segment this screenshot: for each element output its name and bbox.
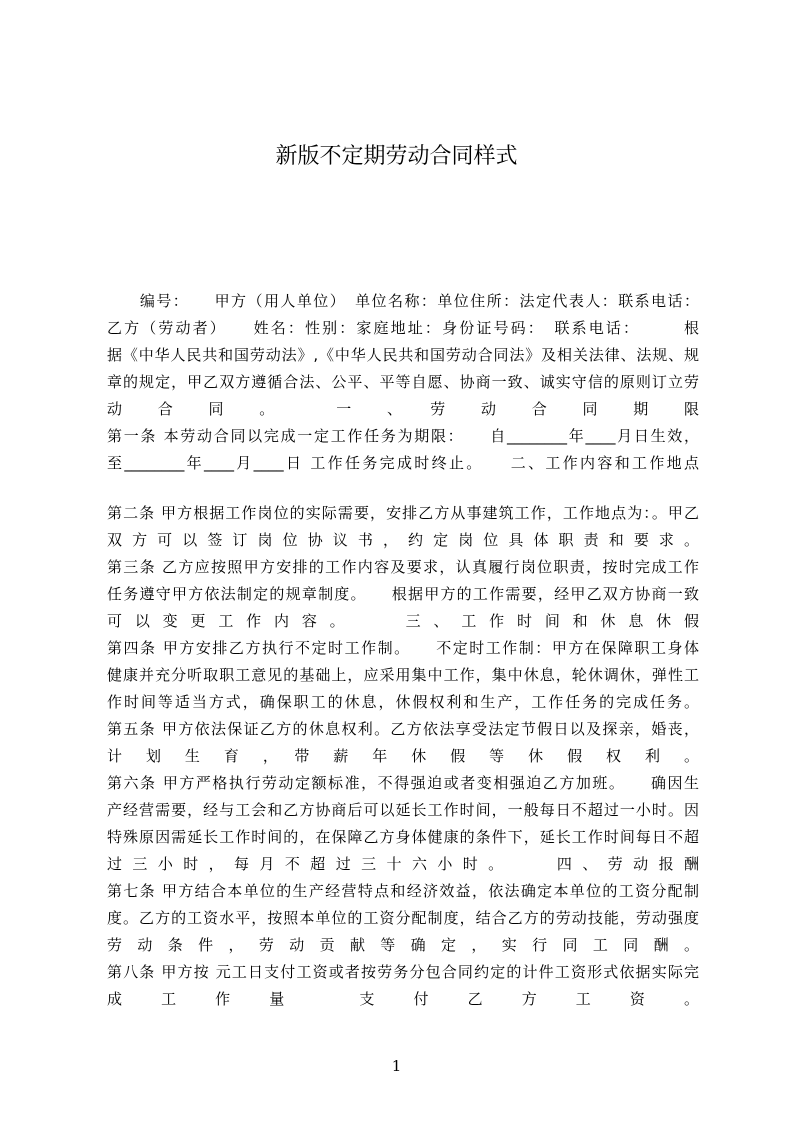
- body-line: 第五条 甲方依法保证乙方的休息权利。乙方依法享受法定节假日以及探亲，婚丧，: [107, 720, 699, 738]
- body-line: 第七条 甲方结合本单位的生产经营特点和经济效益，依法确定本单位的工资分配制: [107, 882, 699, 900]
- body-line: 第二条 甲方根据工作岗位的实际需要，安排乙方从事建筑工作，工作地点为：。甲乙: [107, 504, 699, 522]
- body-line: 成 工 作 量 支 付 乙 方 工 资 。: [107, 990, 699, 1008]
- body-line: 计 划 生 育 ， 带 薪 年 休 假 等 休 假 权 利 。: [107, 747, 699, 765]
- body-line: 可以变更工作内容。 三、工作时间和休息休假: [107, 612, 699, 630]
- body-line: 第三条 乙方应按照甲方安排的工作内容及要求，认真履行岗位职责，按时完成工作: [107, 558, 699, 576]
- body-line: 第一条 本劳动合同以完成一定工作任务为期限： 自________年____月日生效，: [107, 427, 699, 445]
- body-line: 编号： 甲方（用人单位） 单位名称：单位住所：法定代表人：联系电话：: [107, 292, 699, 310]
- body-line: 过三小时，每月不超过三十六小时。 四、劳动报酬: [107, 855, 699, 873]
- body-line: 据《中华人民共和国劳动法》,《中华人民共和国劳动合同法》及相关法律、法规、规: [107, 346, 699, 364]
- body-line: 第八条 甲方按 元工日支付工资或者按劳务分包合同约定的计件工资形式依据实际完: [107, 963, 699, 981]
- body-line: 章的规定，甲乙双方遵循合法、公平、平等自愿、协商一致、诚实守信的原则订立劳: [107, 373, 699, 391]
- body-line: 度。乙方的工资水平，按照本单位的工资分配制度，结合乙方的劳动技能，劳动强度: [107, 909, 699, 927]
- body-line: 作时间等适当方式，确保职工的休息，休假权利和生产，工作任务的完成任务。: [107, 693, 699, 711]
- body-line: 任务遵守甲方依法制定的规章制度。 根据甲方的工作需要，经甲乙双方协商一致: [107, 585, 699, 603]
- body-line: 第六条 甲方严格执行劳动定额标准，不得强迫或者变相强迫乙方加班。 确因生: [107, 774, 699, 792]
- body-line: 乙方（劳动者） 姓名：性别：家庭地址：身份证号码： 联系电话： 根: [107, 319, 699, 337]
- body-line: 至________年____月____日 工作任务完成时终止。 二、工作内容和工作地点: [107, 454, 699, 472]
- document-title: 新版不定期劳动合同样式: [275, 144, 518, 169]
- body-line: 双方可以签订岗位协议书，约定岗位具体职责和要求。: [107, 531, 699, 549]
- body-line: 劳动条件，劳动贡献等确定，实行同工同酬。: [107, 936, 699, 954]
- body-line: 动 合 同 。 一 、 劳 动 合 同 期 限: [107, 400, 699, 418]
- body-line: 第四条 甲方安排乙方执行不定时工作制。 不定时工作制：甲方在保障职工身体: [107, 639, 699, 657]
- body-line: 产经营需要，经与工会和乙方协商后可以延长工作时间，一般每日不超过一小时。因: [107, 801, 699, 819]
- body-line: 健康并充分听取职工意见的基础上，应采用集中工作，集中休息，轮休调休，弹性工: [107, 666, 699, 684]
- body-line: 特殊原因需延长工作时间的，在保障乙方身体健康的条件下，延长工作时间每日不超: [107, 828, 699, 846]
- page-number: 1: [391, 1057, 402, 1075]
